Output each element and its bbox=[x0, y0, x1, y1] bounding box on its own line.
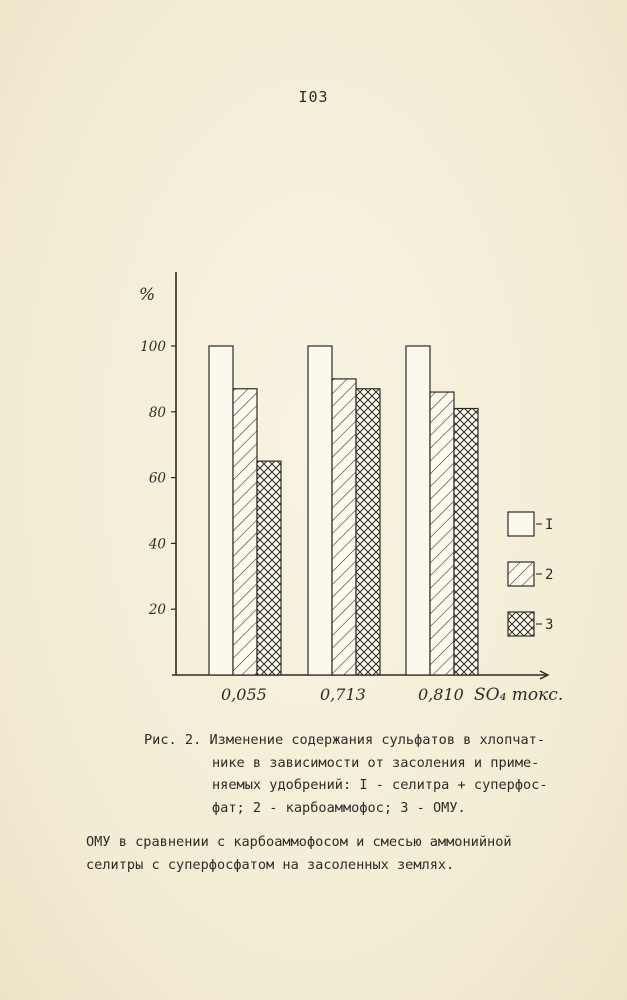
bar-series-3-cat-3 bbox=[454, 409, 478, 675]
bar-series-I-cat-2 bbox=[308, 346, 332, 675]
caption-line-3: няемых удобрений: I - селитра + суперфос- bbox=[212, 777, 548, 793]
y-tick-label: 20 bbox=[148, 602, 166, 619]
y-tick-label: 60 bbox=[148, 470, 166, 487]
body-paragraph bbox=[86, 831, 586, 876]
bar-series-I-cat-3 bbox=[406, 346, 430, 675]
legend-label-I: I bbox=[545, 517, 554, 533]
x-tick-label: 0,055 bbox=[221, 685, 267, 704]
bar-series-3-cat-1 bbox=[257, 461, 281, 675]
x-axis-unit-label: SO₄ токс. bbox=[474, 685, 564, 705]
page-number: I03 bbox=[298, 88, 329, 106]
caption-line-4: фат; 2 - карбоаммофос; 3 - ОМУ. bbox=[212, 799, 466, 816]
bar-series-2-cat-2 bbox=[332, 379, 356, 675]
legend-label-3: 3 bbox=[545, 617, 554, 633]
body-line-1: ОМУ в сравнении с карбоаммофосом и смесью аммонийной bbox=[86, 834, 512, 850]
bar-series-3-cat-2 bbox=[356, 389, 380, 675]
legend-swatch-2 bbox=[508, 562, 534, 586]
x-tick-label: 0,713 bbox=[320, 685, 366, 704]
figure-caption bbox=[144, 729, 584, 819]
y-axis-label: % bbox=[139, 285, 156, 305]
x-tick-label: 0,810 bbox=[418, 685, 464, 704]
y-tick-label: 40 bbox=[148, 536, 166, 553]
legend-label-2: 2 bbox=[545, 567, 554, 583]
y-tick-label: 100 bbox=[140, 339, 166, 355]
bar-series-2-cat-3 bbox=[430, 392, 454, 675]
bar-series-I-cat-1 bbox=[209, 346, 233, 675]
legend-swatch-I bbox=[508, 512, 534, 536]
bar-series-2-cat-1 bbox=[233, 389, 257, 675]
y-tick-label: 80 bbox=[148, 404, 166, 421]
caption-line-1: Рис. 2. Изменение содержания сульфатов в хлопчат- bbox=[144, 732, 546, 748]
legend-swatch-3 bbox=[508, 612, 534, 636]
caption-line-2: нике в зависимости от засоления и приме- bbox=[212, 754, 540, 771]
body-line-2: селитры с суперфосфатом на засоленных землях. bbox=[86, 856, 455, 873]
